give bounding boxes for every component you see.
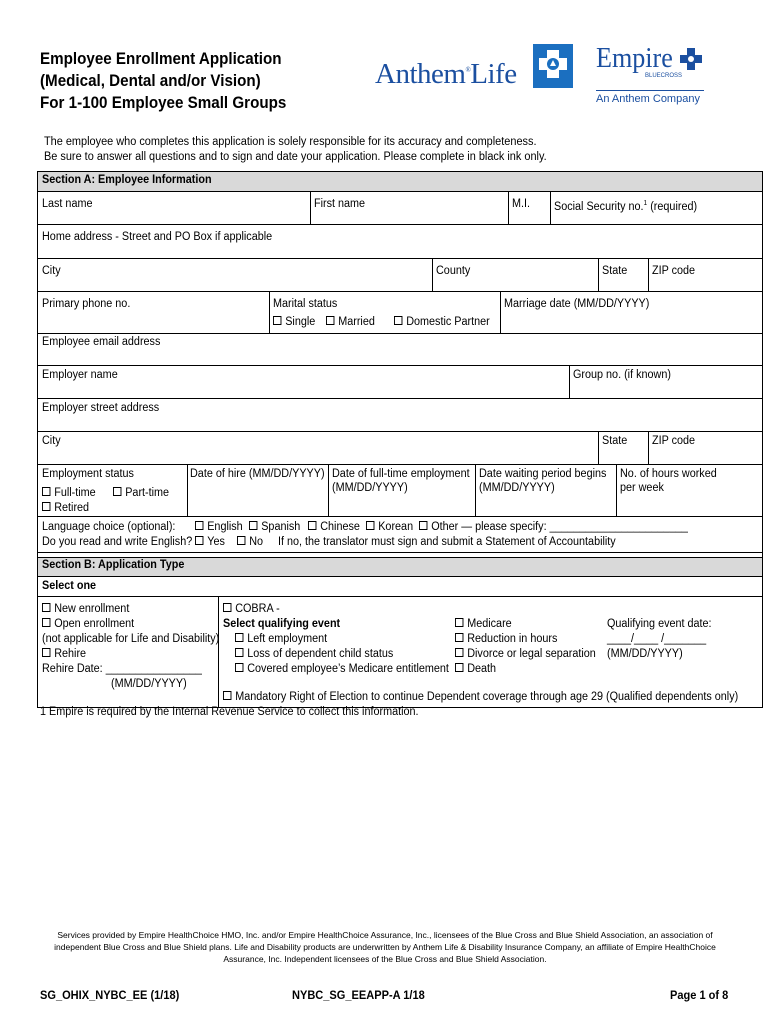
covered-medicare-checkbox[interactable] [235, 662, 449, 676]
employer-city-label[interactable]: City [42, 435, 61, 447]
logo-divider [596, 90, 704, 91]
reduction-hours-label: Reduction in hours [467, 633, 558, 645]
group-number-label[interactable]: Group no. (if known) [573, 369, 671, 381]
part-time-label: Part-time [125, 487, 170, 499]
middle-initial-label[interactable]: M.I. [512, 198, 531, 210]
divorce-checkbox[interactable] [455, 647, 596, 661]
section-b-header [38, 557, 762, 576]
hours-worked-line-2: per week [620, 482, 664, 494]
spanish-label: Spanish [261, 521, 301, 533]
left-employment-label: Left employment [247, 633, 328, 645]
form-title [40, 48, 286, 114]
marital-married-checkbox[interactable] [326, 315, 375, 329]
ssn-text: Social Security no. [554, 200, 644, 213]
empire-logo-text: Empire [596, 42, 673, 74]
section-a-title: Section A: Employee Information [42, 174, 212, 186]
married-label: Married [338, 316, 375, 328]
mandatory-election-checkbox[interactable] [223, 690, 738, 704]
rehire-date-field[interactable]: Rehire Date: ________________ [42, 663, 202, 675]
full-time-checkbox[interactable] [42, 486, 96, 500]
empire-bluecross-text: BLUECROSS [645, 73, 683, 79]
marriage-date-label[interactable]: Marriage date (MM/DD/YYYY) [504, 298, 650, 310]
primary-phone-label[interactable]: Primary phone no. [42, 298, 131, 310]
english-yes-checkbox[interactable] [195, 535, 225, 549]
cobra-checkbox[interactable] [223, 602, 280, 616]
yes-label: Yes [207, 536, 225, 548]
title-line-2: (Medical, Dental and/or Vision) [40, 72, 261, 90]
fulltime-date-label[interactable] [332, 467, 470, 495]
empire-cross-icon [679, 47, 703, 71]
english-checkbox[interactable] [195, 520, 243, 534]
blue-cross-blue-shield-icon [533, 44, 573, 88]
new-enrollment-checkbox[interactable] [42, 602, 129, 616]
rehire-date-format: (MM/DD/YYYY) [111, 678, 187, 690]
anthem-life-logo: Anthem®Life [375, 58, 517, 90]
employer-name-label[interactable]: Employer name [42, 369, 118, 381]
language-choice-label: Language choice (optional): [42, 521, 176, 533]
section-b-title: Section B: Application Type [42, 559, 185, 571]
employer-street-label[interactable]: Employer street address [42, 402, 160, 414]
form-code-left: SG_OHIX_NYBC_EE (1/18) [40, 988, 180, 1002]
other-language-checkbox[interactable] [419, 520, 688, 534]
marital-single-checkbox[interactable] [273, 315, 315, 329]
waiting-period-line-2: (MM/DD/YYYY) [479, 482, 555, 494]
last-name-label[interactable]: Last name [42, 198, 93, 210]
korean-label: Korean [378, 521, 414, 533]
qualifying-event-date-label: Qualifying event date: [607, 618, 712, 630]
reduction-hours-checkbox[interactable] [455, 632, 557, 646]
full-time-label: Full-time [54, 487, 96, 499]
ssn-required: (required) [647, 200, 698, 213]
section-a-header [38, 172, 762, 191]
employer-zip-label[interactable]: ZIP code [652, 435, 696, 447]
read-write-english-label: Do you read and write English? [42, 536, 193, 548]
english-no-checkbox[interactable] [237, 535, 263, 549]
first-name-label[interactable]: First name [314, 198, 366, 210]
spanish-checkbox[interactable] [249, 520, 300, 534]
email-label[interactable]: Employee email address [42, 336, 161, 348]
title-line-3: For 1-100 Employee Small Groups [40, 94, 287, 112]
chinese-checkbox[interactable] [308, 520, 360, 534]
page-number: Page 1 of 8 [670, 988, 729, 1002]
fulltime-date-line-2: (MM/DD/YYYY) [332, 482, 408, 494]
domestic-partner-label: Domestic Partner [406, 316, 490, 328]
form-code-center: NYBC_SG_EEAPP-A 1/18 [292, 988, 425, 1002]
open-enrollment-checkbox[interactable] [42, 617, 134, 631]
anthem-logo-text: Anthem [375, 58, 466, 90]
other-language-label: Other — please specify: _______________________ [431, 521, 688, 533]
waiting-period-line-1: Date waiting period begins [479, 468, 607, 480]
death-checkbox[interactable] [455, 662, 496, 676]
hours-worked-line-1: No. of hours worked [620, 468, 717, 480]
ssn-label[interactable] [554, 197, 697, 214]
anthem-company-tagline: An Anthem Company [596, 93, 700, 105]
medicare-checkbox[interactable] [455, 617, 512, 631]
employment-status-label: Employment status [42, 468, 134, 480]
english-label: English [207, 521, 243, 533]
enrollment-form [37, 171, 763, 708]
marital-status-label: Marital status [273, 298, 338, 310]
fulltime-date-line-1: Date of full-time employment [332, 468, 470, 480]
loss-dependent-label: Loss of dependent child status [247, 648, 394, 660]
rehire-checkbox[interactable] [42, 647, 86, 661]
no-label: No [249, 536, 264, 548]
ssn-footnote: 1 Empire is required by the Internal Revenue Service to collect this information. [40, 706, 419, 718]
cobra-label: COBRA - [235, 603, 280, 615]
new-enrollment-label: New enrollment [54, 603, 130, 615]
date-of-hire-label[interactable]: Date of hire (MM/DD/YYYY) [190, 468, 325, 480]
not-applicable-note: (not applicable for Life and Disability) [42, 633, 220, 645]
title-line-1: Employee Enrollment Application [40, 50, 282, 68]
rehire-label: Rehire [54, 648, 87, 660]
city-label[interactable]: City [42, 265, 61, 277]
intro-text [44, 135, 547, 165]
employer-state-label[interactable]: State [602, 435, 628, 447]
intro-line-1: The employee who completes this application is solely responsible for its accuracy and completeness. [44, 136, 537, 148]
select-qualifying-event-label: Select qualifying event [223, 618, 341, 630]
waiting-period-label[interactable] [479, 467, 606, 495]
ssn-footnote-mark: 1 [643, 200, 648, 207]
translator-note: If no, the translator must sign and submit a Statement of Accountability [278, 536, 616, 548]
qualifying-event-date-format: (MM/DD/YYYY) [607, 648, 683, 660]
anthem-logo-suffix: Life [470, 58, 517, 90]
hours-worked-label[interactable] [620, 467, 717, 495]
zip-label[interactable]: ZIP code [652, 265, 696, 277]
korean-checkbox[interactable] [366, 520, 413, 534]
loss-dependent-checkbox[interactable] [235, 647, 393, 661]
marital-domestic-partner-checkbox[interactable] [394, 315, 490, 329]
death-label: Death [467, 663, 497, 675]
covered-medicare-label: Covered employee’s Medicare entitlement [247, 663, 449, 675]
home-address-label[interactable]: Home address - Street and PO Box if applicable [42, 231, 273, 243]
open-enrollment-label: Open enrollment [54, 618, 135, 630]
mandatory-election-label: Mandatory Right of Election to continue Dependent coverage through age 29 (Qualified dependents only) [235, 691, 739, 703]
divorce-label: Divorce or legal separation [467, 648, 596, 660]
single-label: Single [285, 316, 316, 328]
select-one-label: Select one [42, 580, 97, 592]
state-label[interactable]: State [602, 265, 628, 277]
retired-checkbox[interactable] [42, 501, 89, 515]
intro-line-2: Be sure to answer all questions and to sign and date your application. Please complete in black ink only. [44, 151, 547, 163]
county-label[interactable]: County [436, 265, 471, 277]
legal-fine-print: Services provided by Empire HealthChoice HMO, Inc. and/or Empire HealthChoice Assurance, Inc., licensees of the Blue Cross and Blue Shield Association, an association of independent Blue Cross and Blue Shield plans. Life and Disability products are underwritten by Anthem Life & Disability Insurance Company, an affiliate of Empire HealthChoice Assurance, Inc. Independent licensees of the Blue Cross and Blue Shield Association. [54, 930, 716, 964]
medicare-label: Medicare [467, 618, 512, 630]
left-employment-checkbox[interactable] [235, 632, 327, 646]
qualifying-event-date-field[interactable]: ____/____ /_______ [607, 633, 707, 645]
retired-label: Retired [54, 502, 90, 514]
chinese-label: Chinese [320, 521, 360, 533]
part-time-checkbox[interactable] [113, 486, 169, 500]
